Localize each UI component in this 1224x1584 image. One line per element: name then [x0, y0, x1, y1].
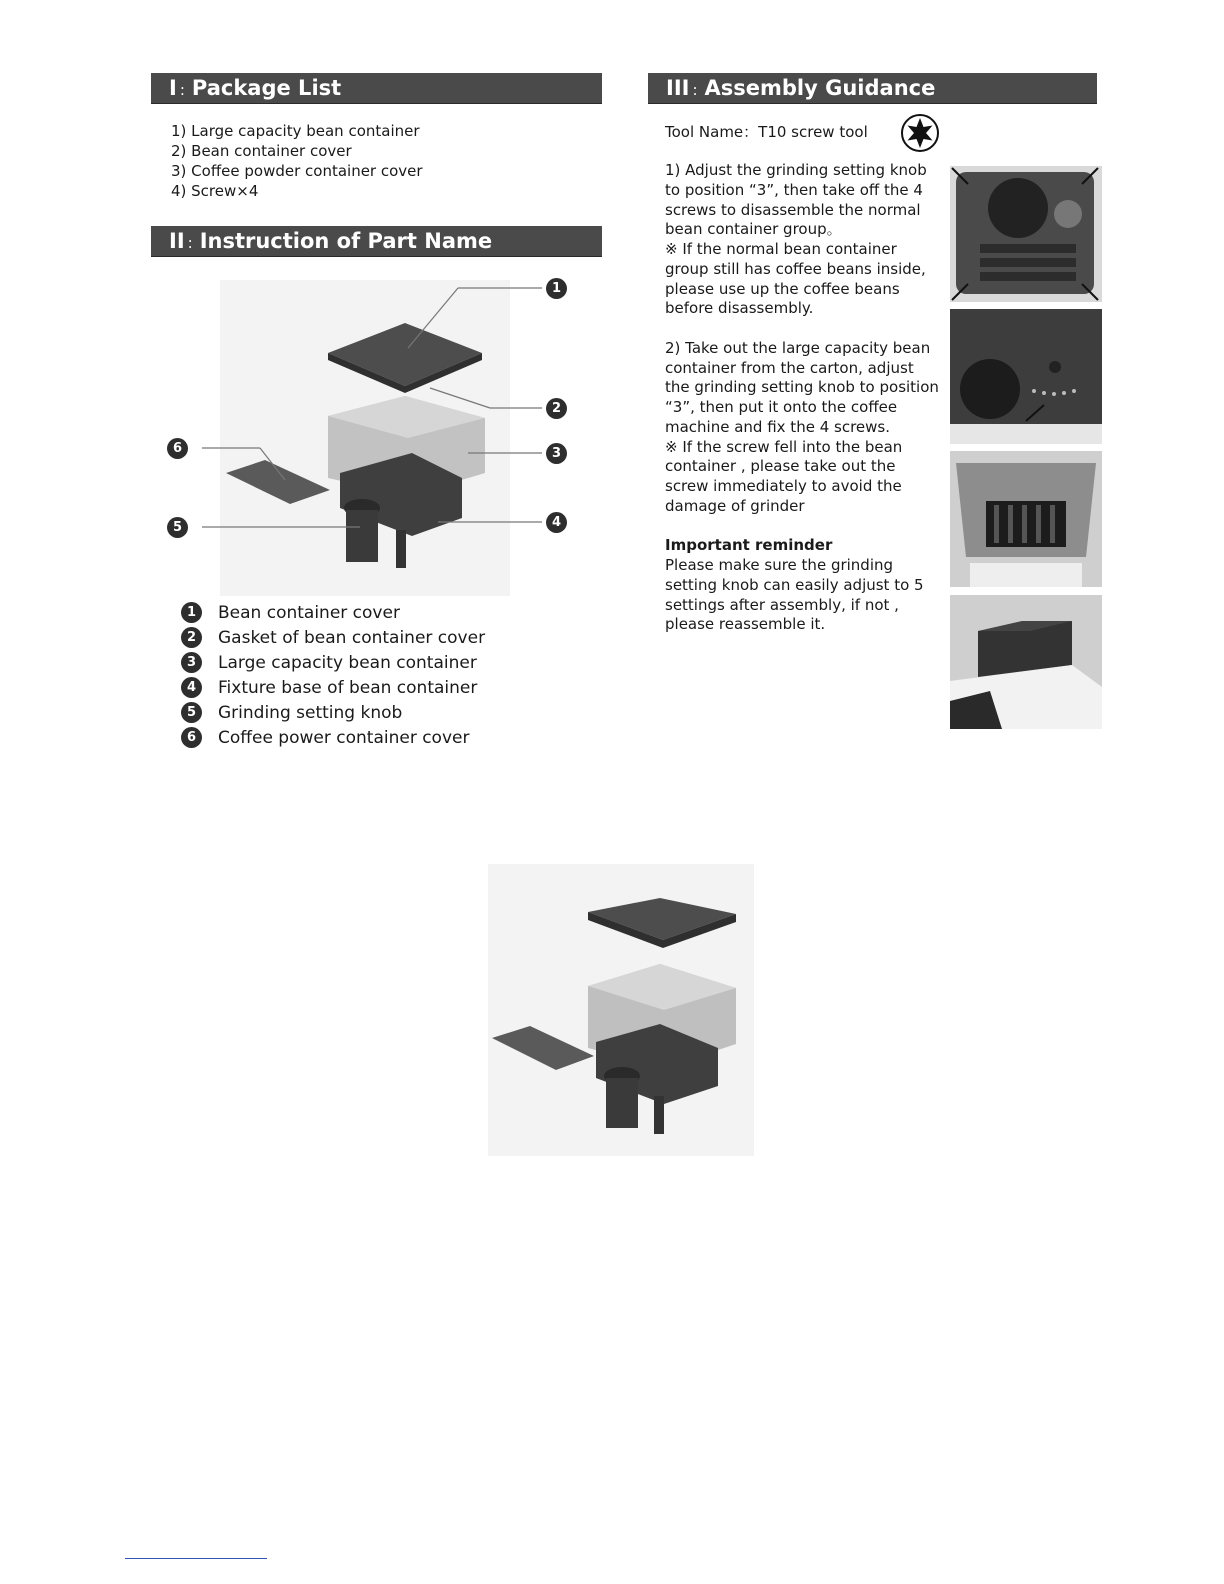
package-list-item: 2) Bean container cover [171, 142, 352, 160]
legend-label: Coffee power container cover [218, 727, 470, 748]
diagram-callout-6: 6 [167, 438, 188, 459]
legend-label: Grinding setting knob [218, 702, 403, 723]
step-1-text: 1) Adjust the grinding setting knob to position “3”, then take off the 4 screws to disassemble the normal bean container group。 [665, 161, 927, 239]
legend-number-badge: 1 [181, 602, 202, 623]
legend-item [181, 625, 485, 650]
section-numeral: I [169, 76, 177, 100]
section-title: Assembly Guidance [704, 76, 936, 100]
diagram-callout-2: 2 [546, 398, 567, 419]
section-title: Instruction of Part Name [199, 229, 493, 253]
legend-item [181, 600, 485, 625]
step-2-text: 2) Take out the large capacity bean container from the carton, adjust the grinding setting knob to position “3”, then put it onto the coffee machine and fix the 4 screws. [665, 338, 939, 436]
section-header-part-names [151, 226, 602, 257]
step-1-note: ※ If the normal bean container group still has coffee beans inside, please use up the coffee beans before disassembly. [665, 240, 926, 318]
package-list-item: 3) Coffee powder container cover [171, 162, 423, 180]
package-list-item: 4) Screw×4 [171, 182, 259, 200]
legend-item [181, 650, 485, 675]
section-separator: : [179, 81, 185, 99]
legend-label: Large capacity bean container [218, 652, 477, 673]
section-header-package-list [151, 73, 602, 104]
legend-number-badge: 2 [181, 627, 202, 648]
section-numeral: III [666, 76, 690, 100]
assembly-photo-3 [950, 451, 1102, 587]
section-separator: : [187, 234, 193, 252]
legend-item [181, 725, 485, 750]
legend-number-badge: 6 [181, 727, 202, 748]
assembly-photo-4 [950, 595, 1102, 729]
diagram-callout-1: 1 [546, 278, 567, 299]
legend-number-badge: 5 [181, 702, 202, 723]
legend-item [181, 700, 485, 725]
diagram-callout-4: 4 [546, 512, 567, 533]
torx-star-icon [900, 113, 940, 153]
section-title: Package List [191, 76, 342, 100]
assembly-steps [665, 161, 943, 635]
important-reminder-title: Important reminder [665, 536, 833, 555]
legend-number-badge: 4 [181, 677, 202, 698]
legend-label: Bean container cover [218, 602, 400, 623]
step-2-note: ※ If the screw fell into the bean container , please take out the screw immediately to avoid the damage of grinder [665, 437, 903, 515]
section-header-assembly-guidance [648, 73, 1097, 104]
footnote-divider [125, 1558, 267, 1559]
legend-number-badge: 3 [181, 652, 202, 673]
important-reminder-text: Please make sure the grinding setting knob can easily adjust to 5 settings after assembly, if not , please reassemble it. [665, 556, 924, 634]
exploded-parts-diagram [150, 268, 610, 598]
package-list-item: 1) Large capacity bean container [171, 122, 420, 140]
diagram-callout-3: 3 [546, 443, 567, 464]
section-numeral: II [169, 229, 185, 253]
tool-name: Tool Name：T10 screw tool [665, 123, 868, 141]
diagram-callout-5: 5 [167, 517, 188, 538]
legend-label: Gasket of bean container cover [218, 627, 486, 648]
assembly-photo-2 [950, 309, 1102, 444]
bean-container-illustration [488, 864, 754, 1156]
parts-legend [181, 600, 485, 750]
section-separator: : [692, 81, 698, 99]
legend-label: Fixture base of bean container [218, 677, 478, 698]
assembly-photo-1 [950, 166, 1102, 302]
legend-item [181, 675, 485, 700]
package-list [171, 121, 423, 201]
